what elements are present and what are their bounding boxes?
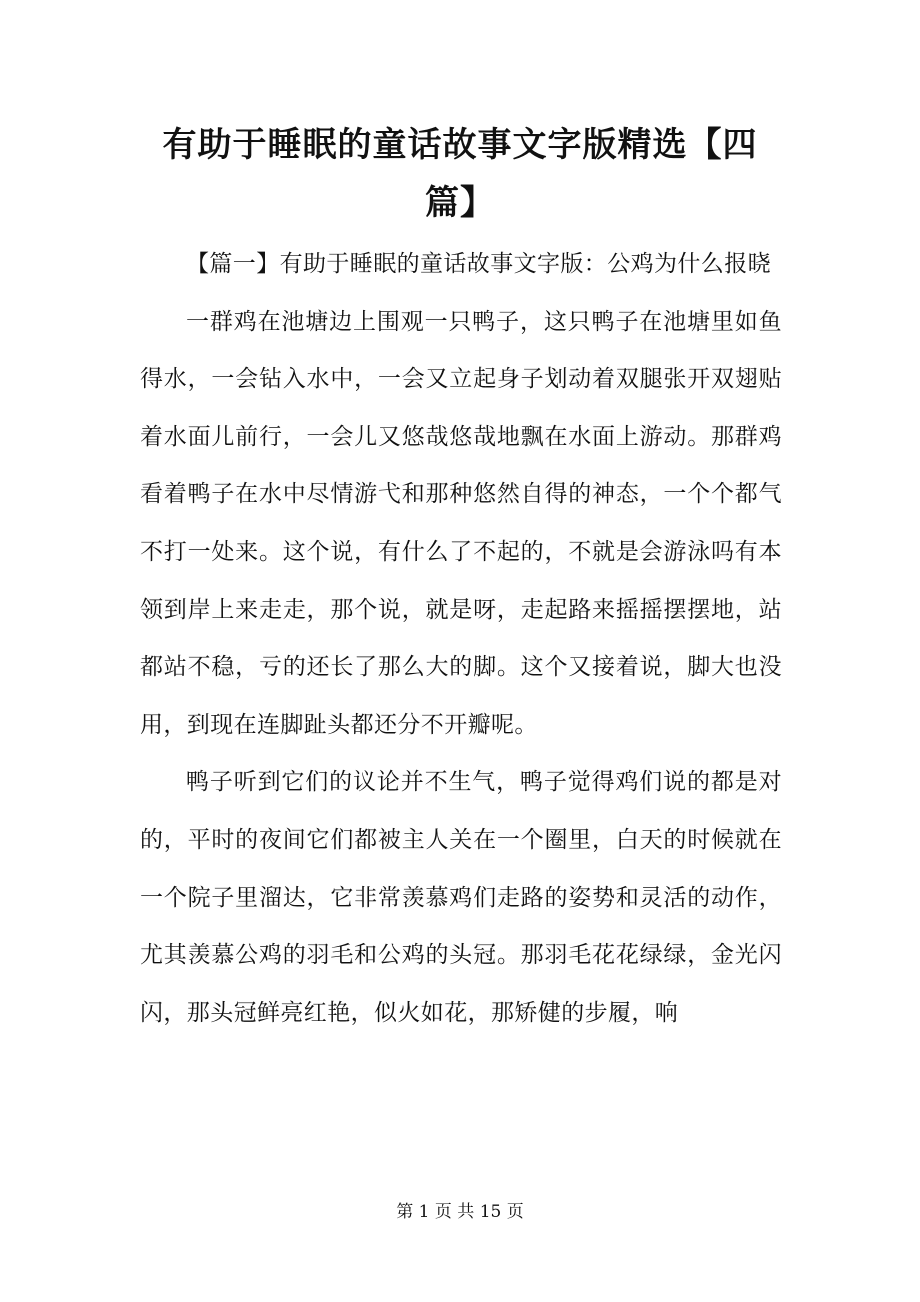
section-heading: 【篇一】有助于睡眠的童话故事文字版：公鸡为什么报晓 — [186, 251, 771, 277]
paragraph-1: 一群鸡在池塘边上围观一只鸭子，这只鸭子在池塘里如鱼得水，一会钻入水中，一会又立起身子划动着双腿张开双翅贴着水面儿前行，一会儿又悠哉悠哉地飘在水面上游动。那群鸡看着鸭子在水中尽情游弋和那种悠然自得的神态，一个个都气不打一处来。这个说，有什么了不起的，不就是会游泳吗有本领到岸上来走走，那个说，就是呀，走起路来摇摇摆摆地，站都站不稳，亏的还长了那么大的脚。这个又接着说，脚大也没用，到现在连脚趾头都还分不开瓣呢。 — [140, 308, 782, 738]
document-title: 有助于睡眠的童话故事文字版精选【四篇】 — [162, 125, 758, 223]
page-footer: 第 1 页 共 15 页 — [396, 1202, 524, 1222]
document-body — [140, 236, 782, 1042]
paragraph-2: 鸭子听到它们的议论并不生气，鸭子觉得鸡们说的都是对的，平时的夜间它们都被主人关在一个圈里，白天的时候就在一个院子里溜达，它非常羡慕鸡们走路的姿势和灵活的动作，尤其羡慕公鸡的羽毛和公鸡的头冠。那羽毛花花绿绿，金光闪闪，那头冠鲜亮红艳，似火如花，那矫健的步履，响 — [140, 769, 782, 1026]
